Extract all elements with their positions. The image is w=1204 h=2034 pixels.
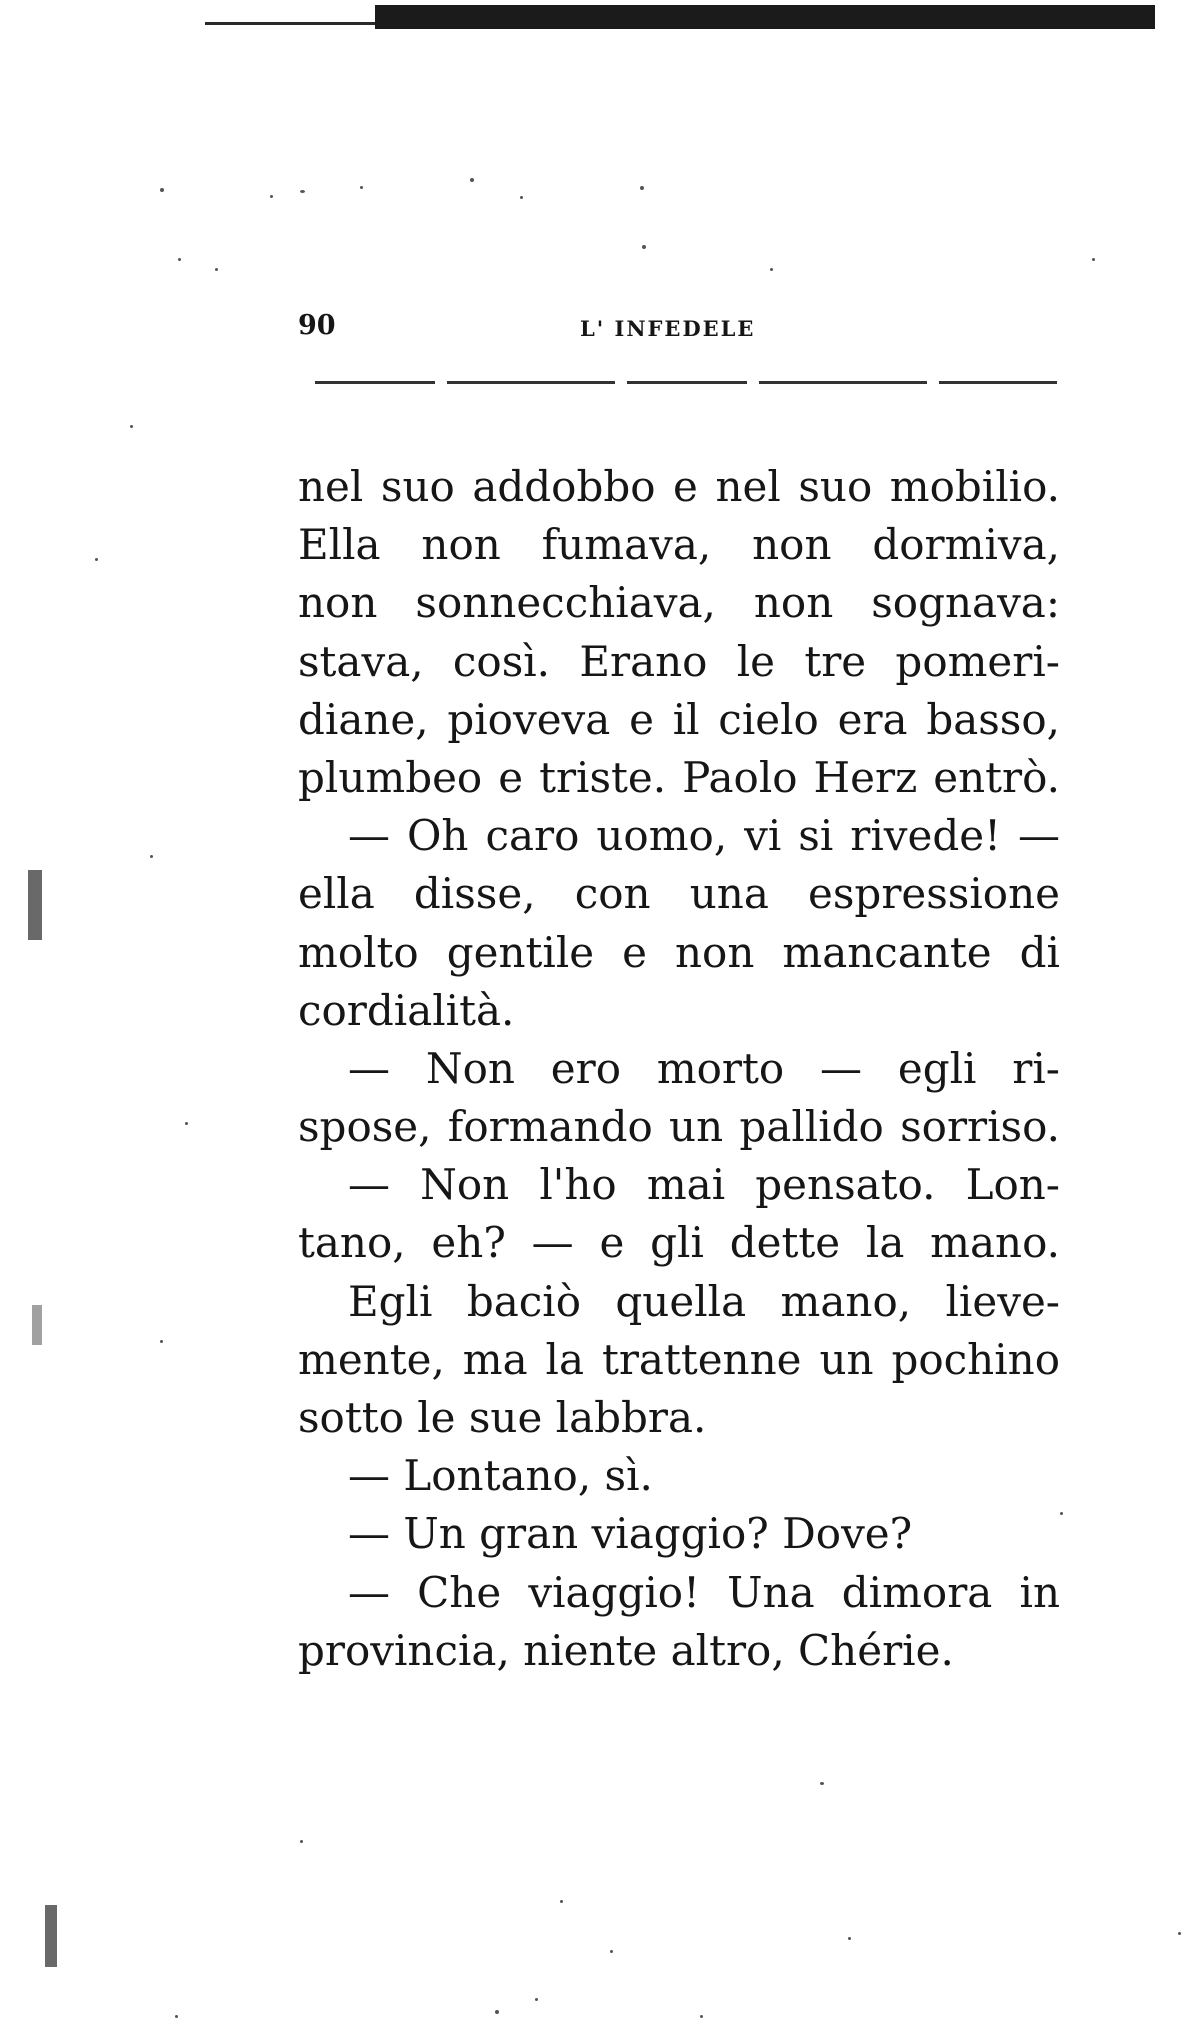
scan-speck (535, 1998, 538, 2001)
text-line: cordialità. (298, 985, 515, 1035)
scan-speck (95, 558, 98, 561)
text-line: spose, formando un pallido sorriso. (298, 1102, 1060, 1152)
scan-speck (848, 1937, 851, 1940)
scan-speck (560, 1900, 563, 1903)
text-line: sotto le sue labbra. (298, 1393, 707, 1442)
text-line: tano, eh? — e gli dette la mano. (298, 1218, 1060, 1268)
text-line: provincia, niente altro, Chérie. (298, 1625, 954, 1675)
scan-speck (820, 1782, 824, 1785)
scan-speck (185, 1122, 188, 1125)
scan-speck (178, 258, 181, 261)
header-rule (315, 381, 1057, 384)
text-line: — Un gran viaggio? Dove? (348, 1509, 913, 1559)
scan-speck (610, 1950, 613, 1953)
text-line: stava, così. Erano le tre pomeri- (298, 636, 1060, 686)
text-line: — Oh caro uomo, vi si rivede! — (348, 811, 1060, 861)
text-line: plumbeo e triste. Paolo Herz entrò. (298, 752, 1060, 802)
scan-speck (700, 2015, 703, 2018)
text-line: nel suo addobbo e nel suo mobilio. (298, 462, 1060, 511)
scan-speck (1060, 1512, 1063, 1515)
scan-speck (300, 190, 305, 193)
scan-speck (520, 196, 523, 199)
body-text (298, 458, 1060, 1680)
text-line: diane, pioveva e il cielo era basso, (298, 694, 1060, 744)
scan-speck (470, 178, 474, 182)
scan-speck (1092, 258, 1095, 261)
text-line: — Che viaggio! Una dimora in (348, 1567, 1060, 1617)
scan-speck (300, 1840, 303, 1843)
top-border-rule (205, 5, 1155, 29)
scan-speck (640, 186, 644, 190)
text-line: non sonnecchiava, non sognava: (298, 578, 1060, 628)
text-line: Ella non fumava, non dormiva, (298, 520, 1060, 570)
scan-speck (642, 245, 646, 249)
scan-speck (160, 188, 164, 192)
top-thick-rule (375, 5, 1155, 29)
margin-stain (32, 1305, 42, 1345)
page-number: 90 (298, 310, 336, 341)
margin-stain (45, 1905, 57, 1967)
text-line: — Non l'ho mai pensato. Lon- (348, 1160, 1060, 1210)
scan-speck (495, 2010, 499, 2014)
text-line: mente, ma la trattenne un pochino (298, 1334, 1060, 1384)
scan-speck (150, 855, 153, 858)
text-line: Egli baciò quella mano, lieve- (348, 1276, 1060, 1326)
text-line: molto gentile e non mancante di (298, 927, 1060, 977)
margin-stain (28, 870, 42, 940)
text-line: — Lontano, sì. (348, 1451, 653, 1501)
scan-speck (770, 268, 773, 271)
scan-speck (1178, 1932, 1181, 1935)
scan-speck (360, 186, 363, 189)
running-head: L' INFEDELE (580, 316, 756, 341)
scan-speck (175, 2015, 178, 2018)
text-line: — Non ero morto — egli ri- (348, 1043, 1060, 1093)
scan-speck (270, 195, 273, 198)
scan-speck (160, 1340, 163, 1343)
text-line: ella disse, con una espressione (298, 869, 1060, 919)
scan-speck (130, 425, 133, 428)
scan-speck (215, 268, 218, 271)
